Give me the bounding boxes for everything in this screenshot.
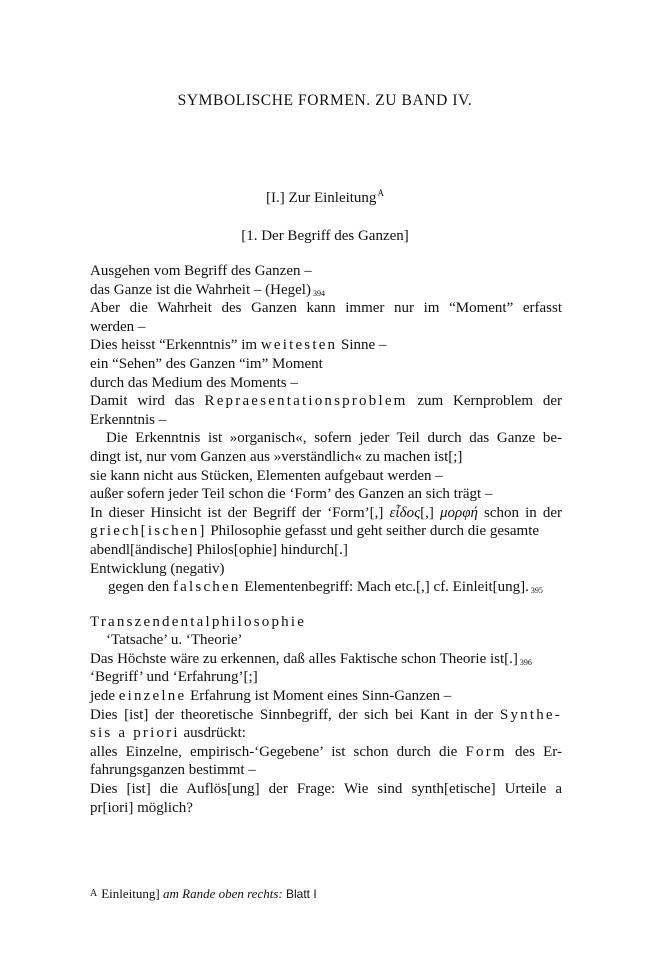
text-line: ‘Begriff’ und ‘Erfahrung’[;] <box>90 669 258 686</box>
text-span: des Er- <box>506 743 562 760</box>
text-line <box>90 706 562 725</box>
spaced-emphasis: sis a priori <box>90 725 180 742</box>
footnote <box>90 886 317 902</box>
text-span: ausdrückt: <box>179 725 246 742</box>
text-line <box>90 281 562 300</box>
page-marker: 394 <box>312 288 325 298</box>
text-span: [,] <box>420 504 440 521</box>
section-gap <box>90 597 562 613</box>
footnote-marker: A <box>377 188 384 198</box>
text-line: Dies [ist] die Auflös[ung] der Frage: Wie sind synth[etische] Urteile a <box>90 781 562 798</box>
text-span: Damit wird das <box>90 393 205 410</box>
text-span: Philosophie gefasst und geht seither durch die gesamte <box>206 523 540 540</box>
footnote-lemma: Einleitung] <box>101 886 160 901</box>
text-line: durch das Medium des Moments – <box>90 374 298 391</box>
footnote-marker: A <box>90 888 98 899</box>
page-marker: 395 <box>530 586 543 596</box>
text-line: ‘Tatsache’ u. ‘Theorie’ <box>106 632 243 649</box>
text-line: Aber die Wahrheit des Ganzen kann immer nur im “Moment” erfasst <box>90 300 562 317</box>
text-line <box>90 336 562 355</box>
text-line: Die Erkenntnis ist »organisch«, sofern jeder Teil durch das Ganze be- <box>106 430 562 447</box>
greek-term: εἶδος <box>389 504 421 521</box>
subsection-heading: [1. Der Begriff des Ganzen] <box>241 228 409 244</box>
text-span: gegen den <box>108 579 173 596</box>
spaced-emphasis: Synthe- <box>499 706 562 723</box>
text-span: schon in der <box>477 504 562 521</box>
text-span: jede <box>90 688 119 705</box>
section-heading <box>0 188 650 207</box>
text-line: dingt ist, nur vom Ganzen aus »verständlich« zu machen ist[;] <box>90 448 463 465</box>
text-line: abendl[ändische] Philos[ophie] hindurch[.] <box>90 541 348 558</box>
spaced-emphasis: griech[ischen] <box>90 523 207 540</box>
text-line: Ausgehen vom Begriff des Ganzen – <box>90 263 312 279</box>
spaced-emphasis: falschen <box>172 579 241 596</box>
text-line: ein “Sehen” des Ganzen “im” Moment <box>90 355 323 372</box>
text-line <box>90 504 562 523</box>
section-title: Transzendentalphilosophie <box>90 613 307 630</box>
greek-term: μορφή <box>439 504 478 521</box>
text-line: Erkenntnis – <box>90 411 167 428</box>
spaced-emphasis: Repraesentationsproblem <box>204 393 408 410</box>
text-span: Dies heisst “Erkenntnis” im <box>90 337 261 354</box>
text-span: Sinne – <box>337 337 387 354</box>
text-line: fahrungsganzen bestimmt – <box>90 762 256 779</box>
text-line: außer sofern jeder Teil schon die ‘Form’ des Ganzen an sich trägt – <box>90 486 493 503</box>
text-span: Elementenbegriff: Mach etc.[,] cf. Einleit[ung]. <box>240 579 529 596</box>
footnote-source: Blatt I <box>285 887 317 901</box>
text-line: Entwicklung (negativ) <box>90 560 225 577</box>
text-line: pr[iori] möglich? <box>90 799 193 816</box>
text-line <box>90 687 562 706</box>
spaced-emphasis: Form <box>465 743 507 760</box>
text-line <box>90 743 562 762</box>
section-heading-text: [I.] Zur Einleitung <box>266 190 377 206</box>
text-span: zum Kernproblem der <box>407 393 562 410</box>
text-span: Dies [ist] der theoretische Sinnbegriff, der sich bei Kant in der <box>90 706 500 723</box>
footnote-note: am Rande oben rechts: <box>162 886 283 901</box>
running-head: SYMBOLISCHE FORMEN. ZU BAND IV. <box>177 92 473 109</box>
text-span: Das Höchste wäre zu erkennen, daß alles Faktische schon Theorie ist[.] <box>90 650 518 667</box>
spaced-emphasis: weitesten <box>260 337 338 354</box>
spaced-emphasis: einzelne <box>118 688 187 705</box>
text-span: das Ganze ist die Wahrheit – (Hegel) <box>90 281 311 298</box>
page-marker: 396 <box>519 657 532 667</box>
text-line: werden – <box>90 318 146 335</box>
text-line <box>90 522 562 541</box>
text-line <box>90 392 562 411</box>
body-text <box>90 262 562 817</box>
text-line: sie kann nicht aus Stücken, Elementen aufgebaut werden – <box>90 467 443 484</box>
text-span: alles Einzelne, empirisch-‘Gegebene’ ist schon durch die <box>90 743 466 760</box>
text-line <box>90 724 562 743</box>
text-span: In dieser Hinsicht ist der Begriff der ‘Form’[,] <box>90 504 390 521</box>
text-line <box>90 578 562 597</box>
text-line <box>90 650 562 669</box>
text-span: Erfahrung ist Moment eines Sinn-Ganzen – <box>186 688 452 705</box>
